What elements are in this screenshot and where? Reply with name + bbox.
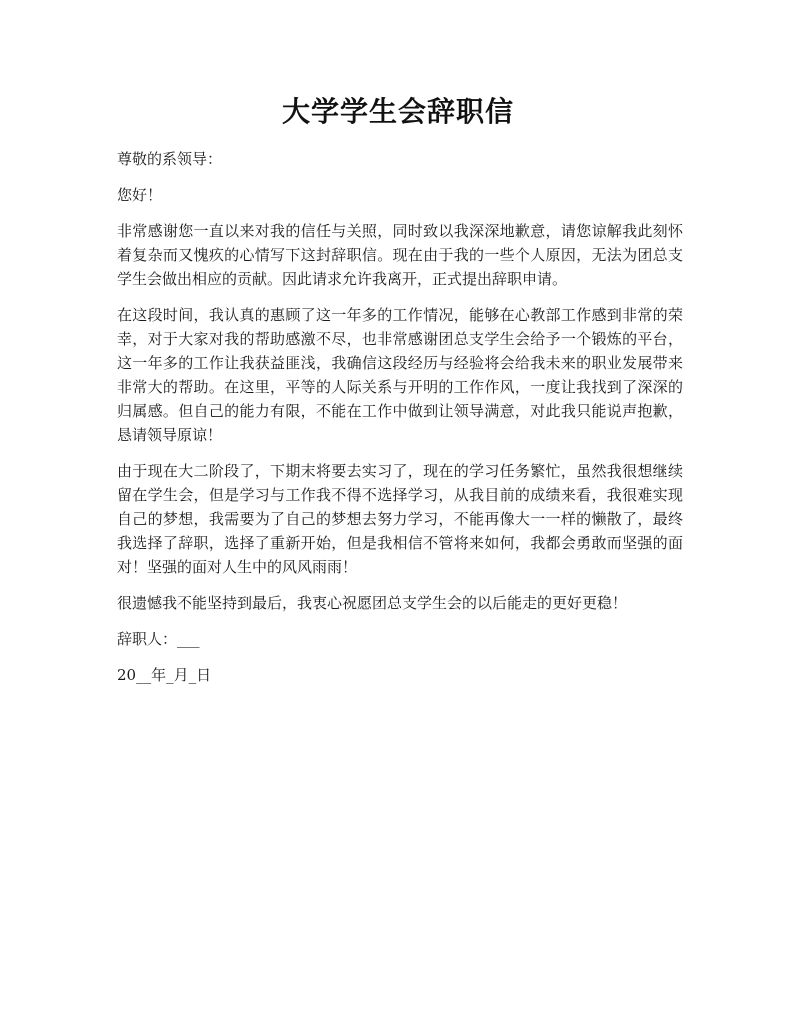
signature-line: 辞职人：___ [117,630,200,648]
greeting: 您好！ [117,186,163,204]
paragraph-wishes: 很遗憾我不能坚持到最后，我衷心祝愿团总支学生会的以后能走的更好更稳！ [117,594,628,612]
document-title: 大学学生会辞职信 [281,95,514,128]
paragraph-reason: 由于现在大二阶段了，下期末将要去实习了，现在的学习任务繁忙，虽然我很想继续留在学生会，但是学习与工作我不得不选择学习，从我目前的成绩来看，我很难实现自己的梦想，我需要为了自己的梦想去努力学习，不能再像大一一样的懒散了，最终我选择了辞职，选择了重新开始，但是我相信不管将来如何，我都会勇敢而坚强的面对！坚强的面对人生中的风风雨雨！ [117,462,683,576]
letter-body [117,147,683,699]
date-line: 20__年_月_日 [117,666,212,684]
salutation: 尊敬的系领导： [117,150,223,168]
paragraph-reflection: 在这段时间，我认真的惠顾了这一年多的工作情况，能够在心教部工作感到非常的荣幸，对于大家对我的帮助感激不尽，也非常感谢团总支学生会给予一个锻炼的平台，这一年多的工作让我获益匪浅，我确信这段经历与经验将会给我未来的职业发展带来非常大的帮助。在这里，平等的人际关系与开明的工作作风，一度让我找到了深深的归属感。但自己的能力有限，不能在工作中做到让领导满意，对此我只能说声抱歉，恳请领导原谅！ [117,306,683,444]
paragraph-thanks: 非常感谢您一直以来对我的信任与关照，同时致以我深深地歉意，请您谅解我此刻怀着复杂而又愧疚的心情写下这封辞职信。现在由于我的一些个人原因，无法为团总支学生会做出相应的贡献。因此请求允许我离开，正式提出辞职申请。 [117,222,683,288]
